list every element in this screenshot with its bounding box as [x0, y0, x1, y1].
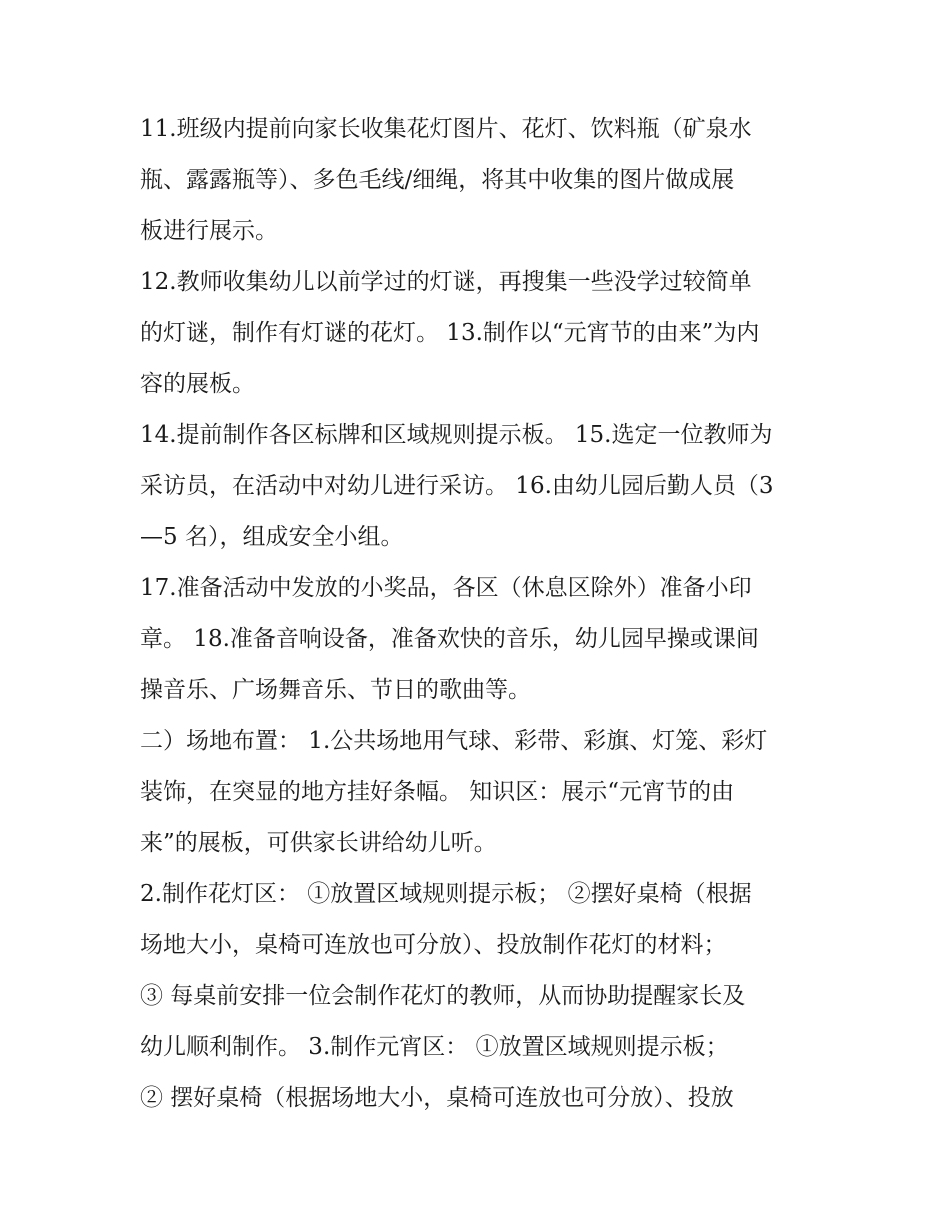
text-line: 幼儿顺利制作。 3.制作元宵区： ①放置区域规则提示板；: [140, 1034, 729, 1060]
text-line: ② 摆好桌椅（根据场地大小，桌椅可连放也可分放）、投放: [140, 1085, 734, 1111]
text-line: 的灯谜，制作有灯谜的花灯。 13.制作以“元宵节的由来”为内: [140, 320, 760, 346]
text-line: 采访员，在活动中对幼儿进行采访。 16.由幼儿园后勤人员（3: [140, 473, 774, 499]
text-line: 章。 18.准备音响设备，准备欢快的音乐，幼儿园早操或课间: [140, 626, 759, 652]
text-line: 14.提前制作各区标牌和区域规则提示板。 15.选定一位教师为: [140, 422, 773, 448]
text-line: 12.教师收集幼儿以前学过的灯谜，再搜集一些没学过较简单: [140, 269, 752, 295]
text-line: 11.班级内提前向家长收集花灯图片、花灯、饮料瓶（矿泉水: [140, 116, 752, 142]
text-line: 来”的展板，可供家长讲给幼儿听。: [140, 830, 497, 856]
text-line: —5 名），组成安全小组。: [140, 524, 404, 550]
text-line: ③ 每桌前安排一位会制作花灯的教师，从而协助提醒家长及: [140, 983, 746, 1009]
document-body: [140, 104, 820, 1124]
text-line: 容的展板。: [140, 371, 255, 397]
text-line: 瓶、露露瓶等）、多色毛线/细绳，将其中收集的图片做成展: [140, 167, 735, 193]
text-line: 17.准备活动中发放的小奖品，各区（休息区除外）准备小印: [140, 575, 752, 601]
text-line: 装饰，在突显的地方挂好条幅。 知识区：展示“元宵节的由: [140, 779, 735, 805]
text-line: 二）场地布置： 1.公共场地用气球、彩带、彩旗、灯笼、彩灯: [140, 728, 768, 754]
text-line: 板进行展示。: [140, 218, 278, 244]
text-line: 操音乐、广场舞音乐、节日的歌曲等。: [140, 677, 531, 703]
text-line: 场地大小，桌椅可连放也可分放）、投放制作花灯的材料；: [140, 932, 727, 958]
text-line: 2.制作花灯区： ①放置区域规则提示板； ②摆好桌椅（根据: [140, 881, 752, 907]
